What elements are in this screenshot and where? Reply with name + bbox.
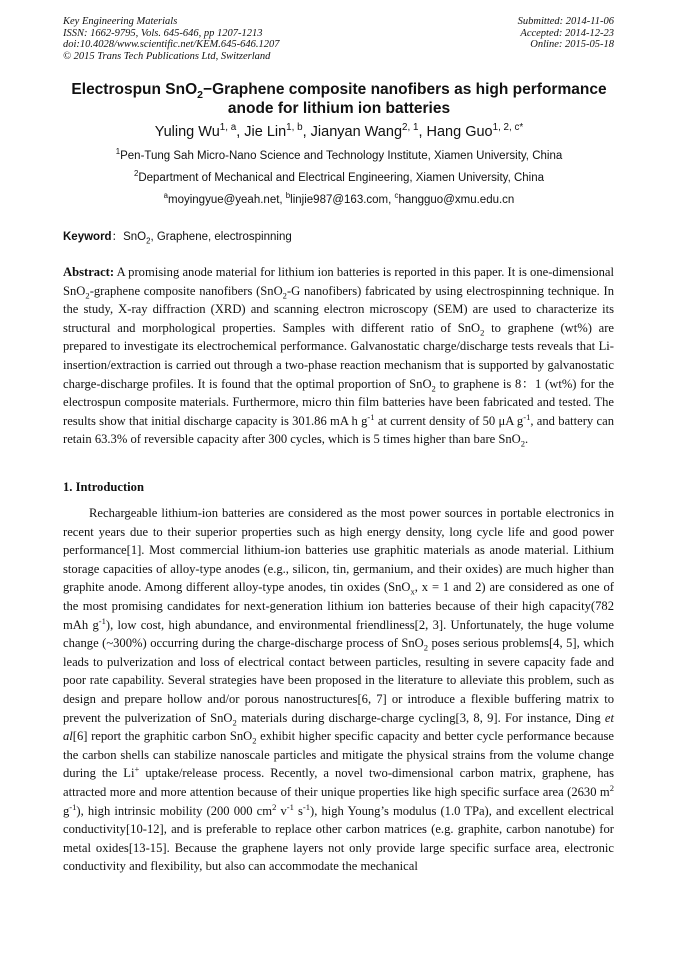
introduction-text: Rechargeable lithium-ion batteries are considered as the most power sources in portable electronics in recent years due to their superior properties such as high energy density, long cycle life and good power performance[1]. Most commercial lithium-ion batteries use graphitic materials as anode material. Lithium storage capacities of alloy-type anodes (e.g., silicon, tin, germanium, and their oxides) are much higher than graphite anode. Among different alloy-type anodes, tin oxides (SnO$_x$, x = 1 and 2) are considered as one of the most promising candidates for next-generation lithium ion batteries because of their high capacity(782 mAh $g^{-1}$), low cost, high abundance, and environmental friendliness[2, 3]. Unfortunately, the huge volume change (~300%) occurring during the charge-discharge process of SnO$_2$ poses serious problems[4, 5], which leads to pulverization and loss of electrical contact between particles, resulting in severe capacity fade and poor rate capability. Several strategies have been proposed in the literature to alleviate this problem, such as design and prepare hollow and/or porous nanostructures[6, 7] or introduce a flexible buffering matrix to prevent the pulverization of SnO$_2$ materials during discharge-charge cycling[3, 8, 9]. For instance, Ding et al[6] report the graphitic carbon SnO$_2$ exhibit higher specific capacity and better cycle performance because the carbon shells can stabilize nanoscale particles and mitigate the physical strains from the volume change during the Li+ uptake/release process. Recently, a novel two-dimensional carbon matrix, graphene, has attracted more and more attention because of their unique properties like high specific surface area (2630 $m^2$ $g^{-1}$), high intrinsic mobility (200 000 $cm^2$ $v^{-1}$ $s^{-1}$), high Young’s modulus (1.0 TPa), and excellent electrical conductivity[10-12], and is preferable to replace other carbon matrices (e.g. graphite, carbon nanotube) for metal oxides[13-15]. Because the graphene layers not only provide large specific surface area, electronic conductivity and flexibility, but also can accommodate the mechanical xyxy=(63,506,614,874)
author: Jie Lin xyxy=(244,124,287,140)
online-date: Online: 2015-05-18 xyxy=(530,39,614,50)
journal-doi: doi:10.4028/www.scientific.net/KEM.645-646.1207 xyxy=(63,39,280,50)
accepted-date: Accepted: 2014-12-23 xyxy=(520,27,614,39)
journal-issn: ISSN: 1662-9795, Vols. 645-646, pp 1207-1213 xyxy=(63,27,263,39)
journal-copyright: © 2015 Trans Tech Publications Ltd, Switzerland xyxy=(63,50,271,62)
author: Hang Guo xyxy=(426,124,493,140)
affiliation-1: $^1$Pen-Tung Sah Micro-Nano Science and Technology Institute, Xiamen University, China xyxy=(115,147,563,162)
author-list: Yuling Wu$^{1, a}$, Jie Lin$^{1, b}$, Jianyan Wang$^{2, 1}$, Hang Guo$^{1, 2, c*}$ xyxy=(154,122,524,140)
introduction-heading: 1. Introduction xyxy=(63,480,144,494)
abstract-label: Abstract: xyxy=(63,265,115,279)
paper-title: Electrospun SnO$_2$−Graphene composite nanofibers as high performance anode for lithium ion batteries xyxy=(71,81,607,117)
journal-name: Key Engineering Materials xyxy=(63,16,178,27)
author: Yuling Wu xyxy=(154,124,220,140)
affiliation-2: $^2$Department of Mechanical and Electrical Engineering, Xiamen University, China xyxy=(133,169,545,184)
journal-header xyxy=(63,16,280,62)
dates-header xyxy=(518,16,614,51)
submitted-date: Submitted: 2014-11-06 xyxy=(517,16,614,27)
keywords: Keyword：SnO$_2$, Graphene, electrospinning xyxy=(63,231,292,246)
author-emails: $^a$moyingyue@yeah.net, $^b$linjie987@163.com, $^c$hangguo@xmu.edu.cn xyxy=(163,191,515,206)
abstract: Abstract: A promising anode material for lithium ion batteries is reported in this paper. It is one-dimensional SnO$_2$-graphene composite nanofibers (SnO$_2$-G nanofibers) fabricated by using electrospinning technique. In the study, X-ray diffraction (XRD) and scanning electron microscopy (SEM) are used to characterize its structural and morphological properties. Samples with different ratio of SnO$_2$ to graphene (wt%) are prepared to investigate its electrochemical performance. Galvanostatic charge/discharge tests reveals that Li-insertion/extraction is carried out through a two-phase reaction mechanism that is supported by galvanostatic charge-discharge profiles. It is found that the optimal proportion of SnO$_2$ to graphene is 8：1 (wt%) for the electrospun composite materials. Furthermore, micro thin film batteries have been fabricated and tested. The results show that initial discharge capacity is 301.86 mA h $g^{-1}$ at current density of 50 μA $g^{-1}$, and battery can retain 63.3% of reversible capacity after 300 cycles, which is 5 times higher than bare SnO$_2$. xyxy=(63,265,615,449)
author: Jianyan Wang xyxy=(310,124,403,140)
